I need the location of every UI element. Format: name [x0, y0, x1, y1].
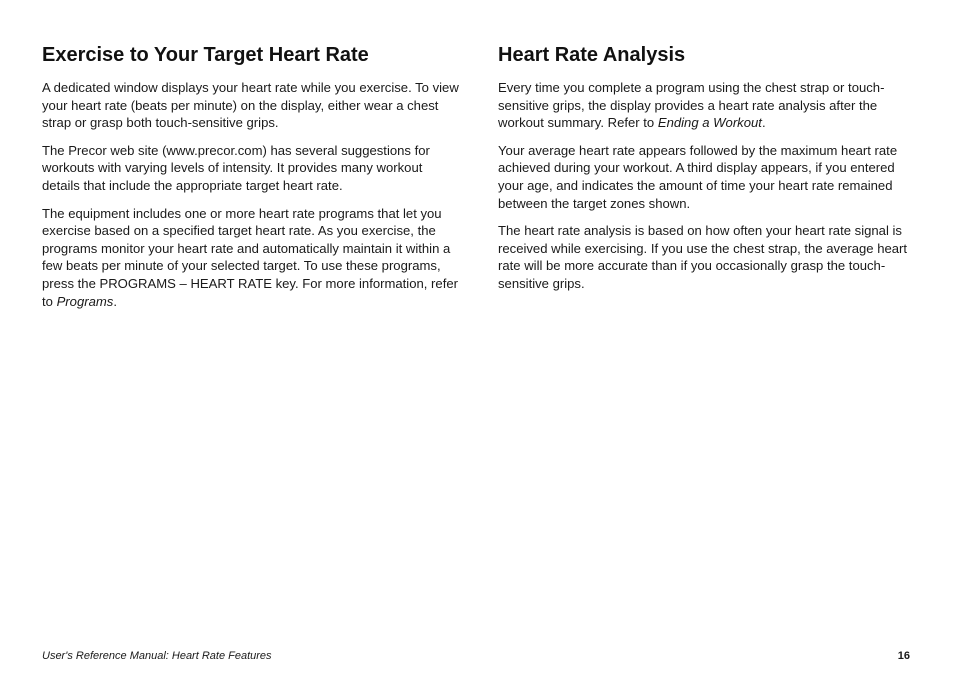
paragraph: Your average heart rate appears followed by the maximum heart rate achieved during your workout. A third display appears, if you entered your age, and indicates the amount of time your heart rate remained between the target zones shown. — [498, 142, 898, 211]
left-column — [42, 41, 460, 320]
section-heading-target-heart-rate: Exercise to Your Target Heart Rate — [42, 44, 369, 66]
page-number: 16 — [897, 650, 910, 662]
cross-reference: Programs — [56, 293, 114, 309]
paragraph: A dedicated window displays your heart rate while you exercise. To view your heart rate (beats per minute) on the display, either wear a chest strap or grasp both touch-sensitive grips. — [42, 80, 459, 131]
paragraph — [498, 79, 912, 132]
paragraph: The Precor web site (www.precor.com) has several suggestions for workouts with varying levels of intensity. It provides many workout details that include the appropriate target heart rate. — [42, 142, 430, 193]
section-heading-heart-rate-analysis: Heart Rate Analysis — [498, 44, 686, 66]
footer-title: User's Reference Manual: Heart Rate Features — [42, 650, 272, 662]
paragraph-end: . — [113, 293, 117, 309]
paragraph — [42, 205, 460, 311]
paragraph-text: Every time you complete a program using the chest strap or touch-sensitive grips, the display provides a heart rate analysis after the workout summary. Refer to — [498, 80, 885, 131]
right-column — [498, 41, 912, 303]
page-footer — [42, 649, 910, 663]
cross-reference: Ending a Workout — [657, 115, 762, 131]
paragraph: The heart rate analysis is based on how often your heart rate signal is received while exercising. If you use the chest strap, the average heart rate will be more accurate than if you occasionally grasp the touch-sensitive grips. — [498, 223, 908, 291]
paragraph-text: The equipment includes one or more heart rate programs that let you exercise based on a specified target heart rate. As you exercise, the programs monitor your heart rate and automatically maintain it within a few beats per minute of your selected target. To use these programs, press the PROGRAMS – HEART RATE key. For more information, refer to — [42, 205, 458, 309]
paragraph-end: . — [761, 115, 766, 131]
